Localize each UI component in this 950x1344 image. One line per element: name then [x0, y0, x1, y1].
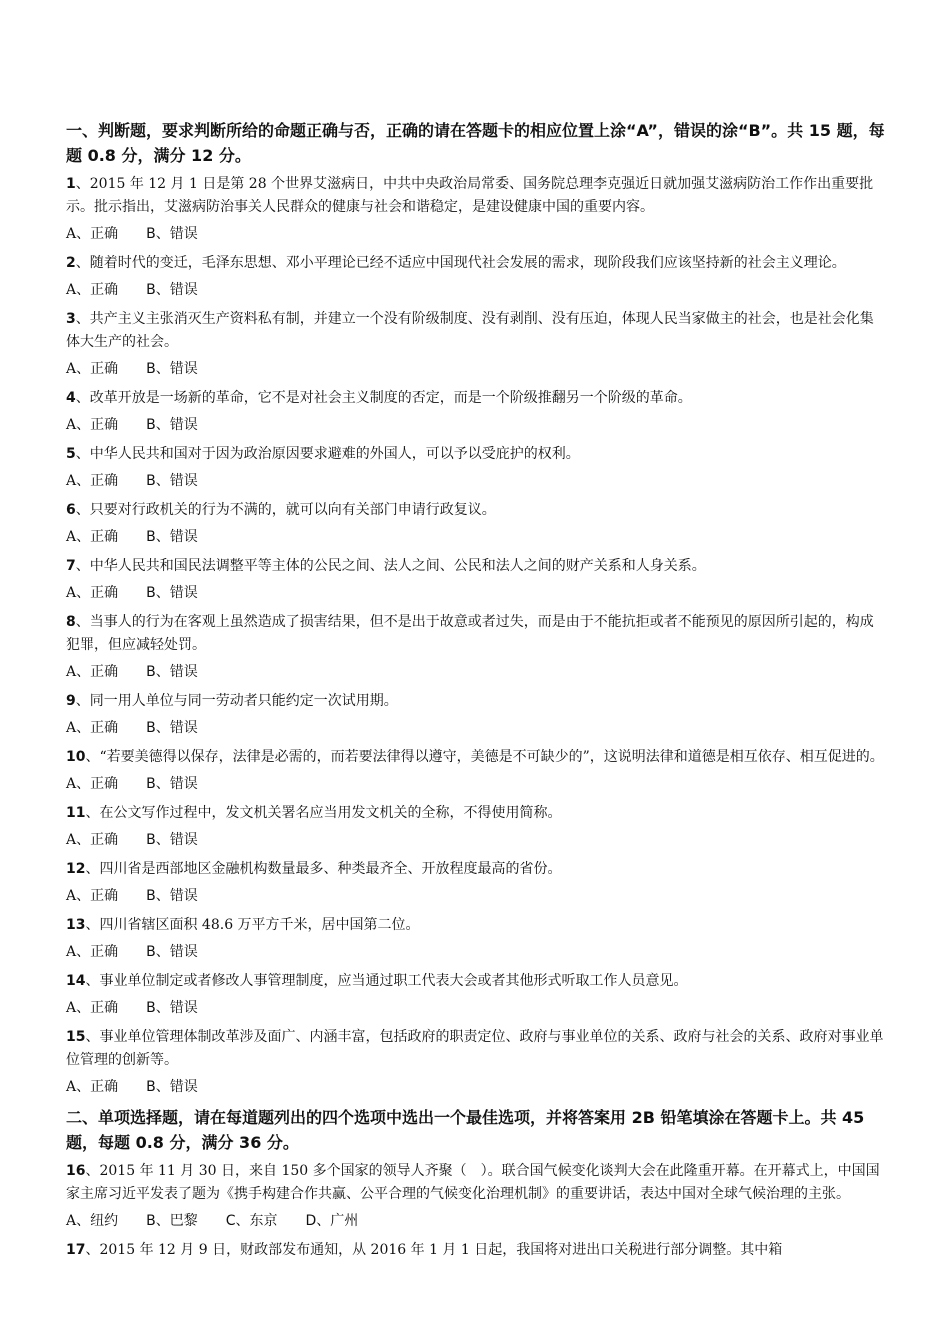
section-1-questions: [66, 173, 886, 1099]
question-body: 、中华人民共和国对于因为政治原因要求避难的外国人，可以予以受庇护的权利。: [75, 446, 580, 462]
answer-option: A、正确: [66, 282, 119, 298]
question-number: 13: [66, 917, 86, 933]
question-body: 、共产主义主张消灭生产资料私有制，并建立一个没有阶级制度、没有剥削、没有压迫，体现人民当家做主的社会，也是社会化集体大生产的社会。: [66, 311, 874, 350]
answer-option: B、错误: [146, 664, 198, 680]
question-number: 5: [66, 446, 76, 462]
question-body: 、当事人的行为在客观上虽然造成了损害结果，但不是出于故意或者过失，而是由于不能抗拒或者不能预见的原因所引起的，构成犯罪，但应减轻处罚。: [66, 614, 874, 653]
answer-options: [66, 885, 886, 908]
answer-option: A、正确: [66, 226, 119, 242]
question-number: 11: [66, 805, 86, 821]
question-number: 17: [66, 1242, 86, 1258]
section-2-questions: [66, 1160, 886, 1262]
answer-options: [66, 414, 886, 437]
exam-page: [66, 118, 886, 1262]
answer-options: [66, 1076, 886, 1099]
answer-options: [66, 661, 886, 684]
question-text: [66, 970, 886, 993]
answer-option: A、正确: [66, 832, 119, 848]
question-number: 15: [66, 1029, 86, 1045]
question-number: 1: [66, 176, 76, 192]
answer-option: B、错误: [146, 1000, 198, 1016]
question-number: 3: [66, 311, 76, 327]
answer-option: A、正确: [66, 1079, 119, 1095]
answer-option: B、错误: [146, 226, 198, 242]
answer-options: [66, 773, 886, 796]
answer-options: [66, 526, 886, 549]
question-body: 、中华人民共和国民法调整平等主体的公民之间、法人之间、公民和法人之间的财产关系和人身关系。: [75, 558, 706, 574]
question-number: 9: [66, 693, 76, 709]
answer-option: B、错误: [146, 888, 198, 904]
answer-options: [66, 717, 886, 740]
question-text: [66, 1026, 886, 1072]
question-body: 、事业单位管理体制改革涉及面广、内涵丰富，包括政府的职责定位、政府与事业单位的关系、政府与社会的关系、政府对事业单位管理的创新等。: [66, 1029, 884, 1068]
answer-option: B、错误: [146, 944, 198, 960]
answer-options: [66, 582, 886, 605]
answer-option: A、正确: [66, 417, 119, 433]
answer-option: A、正确: [66, 944, 119, 960]
answer-option: B、错误: [146, 473, 198, 489]
question-body: 、只要对行政机关的行为不满的，就可以向有关部门申请行政复议。: [75, 502, 496, 518]
answer-option: B、错误: [146, 720, 198, 736]
question-text: [66, 1160, 886, 1206]
question-text: [66, 443, 886, 466]
question-number: 2: [66, 255, 76, 271]
question-number: 6: [66, 502, 76, 518]
answer-option: B、错误: [146, 361, 198, 377]
answer-option: A、正确: [66, 888, 119, 904]
answer-option: B、错误: [146, 832, 198, 848]
answer-options: [66, 997, 886, 1020]
answer-options: [66, 829, 886, 852]
question-text: [66, 914, 886, 937]
answer-option: B、巴黎: [146, 1213, 198, 1229]
question-text: [66, 555, 886, 578]
answer-option: A、纽约: [66, 1213, 119, 1229]
question-text: [66, 252, 886, 275]
answer-option: B、错误: [146, 585, 198, 601]
question-text: [66, 690, 886, 713]
answer-options: [66, 470, 886, 493]
question-text: [66, 1239, 886, 1262]
question-body: 、2015 年 11 月 30 日，来自 150 多个国家的领导人齐聚（ ）。联合国气候变化谈判大会在此隆重开幕。在开幕式上，中国国家主席习近平发表了题为《携手构建合作共赢、公平合理的气候变化治理机制》的重要讲话，表达中国对全球气候治理的主张。: [66, 1163, 880, 1202]
question-number: 10: [66, 749, 86, 765]
question-number: 4: [66, 390, 76, 406]
question-text: [66, 499, 886, 522]
answer-option: B、错误: [146, 417, 198, 433]
answer-option: A、正确: [66, 473, 119, 489]
question-text: [66, 308, 886, 354]
answer-option: B、错误: [146, 529, 198, 545]
answer-option: D、广州: [305, 1213, 359, 1229]
question-body: 、随着时代的变迁，毛泽东思想、邓小平理论已经不适应中国现代社会发展的需求，现阶段我们应该坚持新的社会主义理论。: [75, 255, 846, 271]
question-body: 、“若要美德得以保存，法律是必需的，而若要法律得以遵守，美德是不可缺少的”，这说明法律和道德是相互依存、相互促进的。: [85, 749, 884, 765]
answer-option: A、正确: [66, 1000, 119, 1016]
question-text: [66, 611, 886, 657]
answer-option: A、正确: [66, 529, 119, 545]
question-text: [66, 802, 886, 825]
section-2-title: 二、单项选择题，请在每道题列出的四个选项中选出一个最佳选项，并将答案用 2B 铅笔填涂在答题卡上。共 45 题，每题 0.8 分，满分 36 分。: [66, 1108, 865, 1152]
question-body: 、在公文写作过程中，发文机关署名应当用发文机关的全称，不得使用简称。: [85, 805, 562, 821]
answer-option: A、正确: [66, 585, 119, 601]
question-number: 7: [66, 558, 76, 574]
answer-options: [66, 358, 886, 381]
answer-options: [66, 279, 886, 302]
answer-option: A、正确: [66, 664, 119, 680]
question-number: 14: [66, 973, 86, 989]
answer-option: A、正确: [66, 776, 119, 792]
answer-options: [66, 941, 886, 964]
question-number: 8: [66, 614, 76, 630]
question-number: 12: [66, 861, 86, 877]
question-body: 、2015 年 12 月 1 日是第 28 个世界艾滋病日，中共中央政治局常委、国务院总理李克强近日就加强艾滋病防治工作作出重要批示。批示指出，艾滋病防治事关人民群众的健康与社会和谐稳定，是建设健康中国的重要内容。: [66, 176, 874, 215]
question-text: [66, 746, 886, 769]
question-text: [66, 173, 886, 219]
question-body: 、四川省是西部地区金融机构数量最多、种类最齐全、开放程度最高的省份。: [85, 861, 562, 877]
question-body: 、同一用人单位与同一劳动者只能约定一次试用期。: [75, 693, 398, 709]
question-number: 16: [66, 1163, 86, 1179]
answer-option: A、正确: [66, 361, 119, 377]
answer-options: [66, 223, 886, 246]
question-body: 、改革开放是一场新的革命，它不是对社会主义制度的否定，而是一个阶级推翻另一个阶级的革命。: [75, 390, 692, 406]
answer-option: B、错误: [146, 282, 198, 298]
section-1-title: 一、判断题，要求判断所给的命题正确与否，正确的请在答题卡的相应位置上涂“A”，错误的涂“B”。共 15 题，每题 0.8 分，满分 12 分。: [66, 121, 885, 165]
question-body: 、事业单位制定或者修改人事管理制度，应当通过职工代表大会或者其他形式听取工作人员意见。: [85, 973, 688, 989]
question-body: 、四川省辖区面积 48.6 万平方千米，居中国第二位。: [85, 917, 420, 933]
answer-option: A、正确: [66, 720, 119, 736]
question-body: 、2015 年 12 月 9 日，财政部发布通知，从 2016 年 1 月 1 日起，我国将对进出口关税进行部分调整。其中箱: [85, 1242, 783, 1258]
question-text: [66, 858, 886, 881]
answer-option: B、错误: [146, 776, 198, 792]
answer-option: C、东京: [225, 1213, 278, 1229]
question-text: [66, 387, 886, 410]
answer-options: [66, 1210, 886, 1233]
answer-option: B、错误: [146, 1079, 198, 1095]
